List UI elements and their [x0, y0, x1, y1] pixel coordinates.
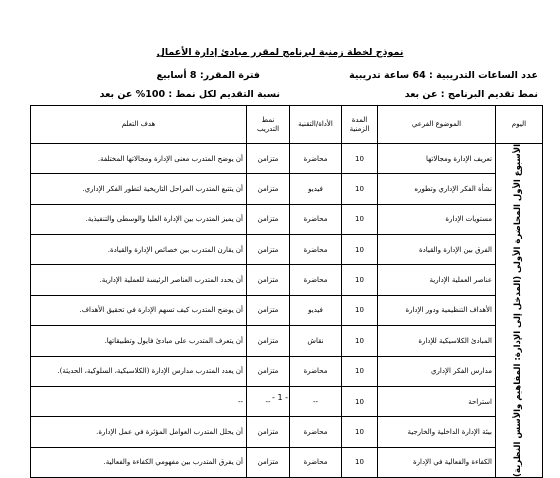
duration-cell: 10: [342, 386, 378, 416]
table-header-row: [31, 106, 543, 144]
topic-cell: المبادئ الكلاسيكية للإدارة: [378, 326, 496, 356]
topic-cell: نشأة الفكر الإداري وتطوره: [378, 174, 496, 204]
mode-cell: متزامن: [247, 204, 290, 234]
tool-cell: محاضرة: [290, 144, 342, 174]
tool-cell: --: [290, 386, 342, 416]
table-body: [31, 144, 543, 478]
goal-cell: --: [31, 386, 247, 416]
duration-cell: 10: [342, 356, 378, 386]
mode-cell: متزامن: [247, 265, 290, 295]
goal-cell: أن يوضح المتدرب معنى الإدارة ومجالاتها المختلفة.: [31, 144, 247, 174]
table-row: [31, 417, 543, 447]
goal-cell: أن يفرق المتدرب بين مفهومي الكفاءة والفعالية.: [31, 447, 247, 477]
tool-cell: محاضرة: [290, 204, 342, 234]
topic-cell: مدارس الفكر الإداري: [378, 356, 496, 386]
goal-cell: أن يعدد المتدرب مدارس الإدارة (الكلاسيكية، السلوكية، الحديثة).: [31, 356, 247, 386]
table-row: [31, 204, 543, 234]
duration-cell: 10: [342, 326, 378, 356]
topic-cell: الفرق بين الإدارة والقيادة: [378, 235, 496, 265]
duration-cell: 10: [342, 265, 378, 295]
topic-cell: بيئة الإدارة الداخلية والخارجية: [378, 417, 496, 447]
goal-cell: أن يقارن المتدرب بين خصائص الإدارة والقيادة.: [31, 235, 247, 265]
goal-cell: أن يتتبع المتدرب المراحل التاريخية لتطور الفكر الإداري.: [31, 174, 247, 204]
topic-cell: استراحة: [378, 386, 496, 416]
mode-cell: --: [247, 386, 290, 416]
duration-cell: 10: [342, 447, 378, 477]
topic-cell: الكفاءة والفعالية في الإدارة: [378, 447, 496, 477]
goal-cell: أن يحلل المتدرب العوامل المؤثرة في عمل الإدارة.: [31, 417, 247, 447]
tool-cell: محاضرة: [290, 447, 342, 477]
tool-cell: فيديو: [290, 295, 342, 325]
delivery-ratio: نسبة التقديم لكل نمط : 100% عن بعد: [99, 89, 280, 100]
goal-cell: أن يميز المتدرب بين الإدارة العليا والوسطى والتنفيذية.: [31, 204, 247, 234]
mode-cell: متزامن: [247, 235, 290, 265]
mode-cell: متزامن: [247, 447, 290, 477]
mode-cell: متزامن: [247, 417, 290, 447]
document-title: نموذج لخطة زمنية لبرنامج لمقرر مبادئ إدارة الأعمال: [156, 47, 404, 58]
training-hours: عدد الساعات التدريبية : 64 ساعة تدريبية: [349, 70, 538, 81]
day-cell: [496, 144, 543, 478]
goal-cell: أن يتعرف المتدرب على مبادئ فايول وتطبيقاتها.: [31, 326, 247, 356]
goal-cell: أن يحدد المتدرب العناصر الرئيسة للعملية الإدارية.: [31, 265, 247, 295]
mode-cell: متزامن: [247, 356, 290, 386]
table-row: [31, 356, 543, 386]
tool-cell: محاضرة: [290, 417, 342, 447]
goal-cell: أن يوضح المتدرب كيف تسهم الإدارة في تحقيق الأهداف.: [31, 295, 247, 325]
header-topic: الموضوع الفرعي: [378, 106, 496, 144]
duration-cell: 10: [342, 204, 378, 234]
header-day: اليوم: [496, 106, 543, 144]
topic-cell: مستويات الإدارة: [378, 204, 496, 234]
duration-cell: 10: [342, 174, 378, 204]
duration-cell: 10: [342, 235, 378, 265]
mode-cell: متزامن: [247, 144, 290, 174]
header-mode: نمط التدريب: [247, 106, 290, 144]
duration-cell: 10: [342, 144, 378, 174]
header-goal: هدف التعلم: [31, 106, 247, 144]
table-row: [31, 144, 543, 174]
topic-cell: عناصر العملية الإدارية: [378, 265, 496, 295]
duration-cell: 10: [342, 417, 378, 447]
schedule-table: [30, 105, 543, 478]
tool-cell: فيديو: [290, 174, 342, 204]
page-number: - 1 -: [272, 393, 288, 402]
table-row: [31, 235, 543, 265]
tool-cell: محاضرة: [290, 265, 342, 295]
mode-cell: متزامن: [247, 174, 290, 204]
table-row: [31, 174, 543, 204]
tool-cell: محاضرة: [290, 235, 342, 265]
delivery-mode: نمط تقديم البرنامج : عن بعد: [404, 89, 538, 100]
course-period: فترة المقرر: 8 أسابيع: [156, 70, 260, 81]
duration-cell: 10: [342, 295, 378, 325]
day-label: الأسبوع الأول المحاضرة الأولى (المدخل إلى الإدارة: المفاهيم والأسس النظرية): [513, 144, 524, 477]
table-row: [31, 447, 543, 477]
mode-cell: متزامن: [247, 326, 290, 356]
mode-cell: متزامن: [247, 295, 290, 325]
topic-cell: تعريف الإدارة ومجالاتها: [378, 144, 496, 174]
table-row: [31, 265, 543, 295]
header-tool: الأداة/التقنية: [290, 106, 342, 144]
table-row: [31, 295, 543, 325]
tool-cell: نقاش: [290, 326, 342, 356]
header-duration: المدة الزمنية: [342, 106, 378, 144]
tool-cell: محاضرة: [290, 356, 342, 386]
table-row: [31, 326, 543, 356]
topic-cell: الأهداف التنظيمية ودور الإدارة: [378, 295, 496, 325]
